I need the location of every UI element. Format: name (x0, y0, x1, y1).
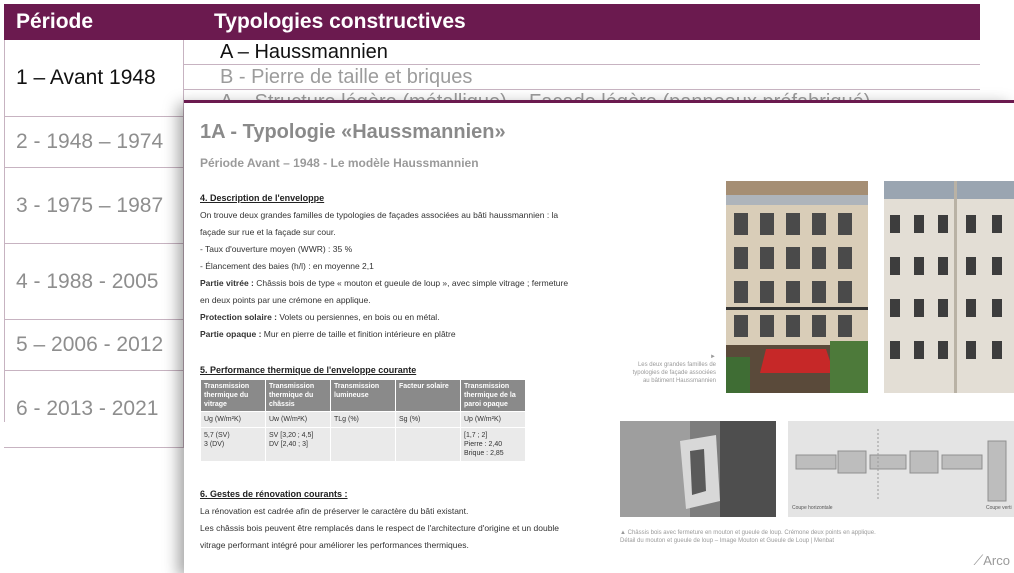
section-heading: 5. Performance thermique de l'enveloppe courante (200, 365, 417, 375)
paragraph: en deux points par une crémone en applique. (200, 295, 371, 305)
period-cell: 5 – 2006 - 2012 (4, 320, 184, 370)
table-cell: Sg (%) (396, 412, 461, 428)
sheet-title: 1A - Typologie «Haussmannien» (200, 121, 506, 143)
type-item: A – Haussmannien (184, 40, 980, 65)
period-cell: 2 - 1948 – 1974 (4, 117, 184, 167)
table-header (4, 4, 980, 40)
window-detail-photo (620, 421, 776, 517)
brand-logo: ⟋Arco (973, 552, 1010, 568)
table-cell: TLg (%) (331, 412, 396, 428)
sheet-subtitle: Période Avant – 1948 - Le modèle Haussmannien (200, 156, 479, 170)
bullet-item: - Élancement des baies (h/l) : en moyenne 2,1 (200, 261, 374, 271)
table-cell: SV [3,20 ; 4,5] DV [2,40 ; 3] (266, 428, 331, 462)
section-diagram (788, 421, 1014, 517)
header-period: Période (16, 10, 94, 33)
paragraph: Partie opaque : Mur en pierre de taille et finition intérieure en plâtre (200, 329, 456, 339)
paragraph: vitrage performant intégré pour améliorer les performances thermiques. (200, 540, 469, 550)
performance-table (200, 379, 526, 462)
logo-icon: ⟋ (973, 552, 984, 568)
period-cell: 3 - 1975 – 1987 (4, 168, 184, 243)
section-heading: 4. Description de l'enveloppe (200, 193, 325, 203)
table-cell (331, 428, 396, 462)
table-header-cell: Transmission lumineuse (331, 380, 396, 412)
section-heading: 6. Gestes de rénovation courants : (200, 489, 348, 499)
photo-caption: ► Les deux grandes familles de typologies de façade associées au bâtiment Haussmannien (632, 354, 716, 384)
header-typologies: Typologies constructives (214, 10, 466, 33)
table-cell: [1,7 ; 2] Pierre : 2,40 Brique : 2,85 (461, 428, 526, 462)
courtyard-facade-photo (884, 181, 1014, 393)
diagram-label: Coupe horizontale (792, 505, 833, 511)
period-cell: 4 - 1988 - 2005 (4, 244, 184, 319)
street-facade-photo (726, 181, 868, 393)
period-cell: 1 – Avant 1948 (4, 40, 184, 116)
paragraph: façade sur rue et la façade sur cour. (200, 227, 336, 237)
detail-caption: ▲ Châssis bois avec fermeture en mouton et gueule de loup. Crémone deux points en applique. Détail du mouton et gueule de loup – Image Mouton et Gueule de Loup | Menbat (620, 530, 876, 544)
table-cell (396, 428, 461, 462)
paragraph: Les châssis bois peuvent être remplacés dans le respect de l'architecture d'origine et un double (200, 523, 560, 533)
table-cell: 5,7 (SV) 3 (DV) (201, 428, 266, 462)
table-cell: Ug (W/m²K) (201, 412, 266, 428)
table-header-cell: Transmission thermique du châssis (266, 380, 331, 412)
diagram-label: Coupe verti (986, 505, 1012, 511)
table-cell: Uw (W/m²K) (266, 412, 331, 428)
bullet-item: - Taux d'ouverture moyen (WWR) : 35 % (200, 244, 353, 254)
table-cell: Up (W/m²K) (461, 412, 526, 428)
paragraph: Protection solaire : Volets ou persiennes, en bois ou en métal. (200, 312, 440, 322)
renovation-actions (200, 489, 630, 554)
paragraph: Partie vitrée : Châssis bois de type « mouton et gueule de loup », avec simple vitrage ; fermeture (200, 278, 569, 288)
table-header-cell: Transmission thermique du vitrage (201, 380, 266, 412)
thermal-performance (200, 365, 526, 462)
typology-sheet (184, 100, 1014, 573)
type-item: B - Pierre de taille et briques (184, 65, 980, 90)
paragraph: On trouve deux grandes familles de typologies de façades associées au bâti haussmannien : la (200, 210, 559, 220)
envelope-description (200, 193, 620, 343)
table-header-cell: Transmission thermique de la paroi opaque (461, 380, 526, 412)
paragraph: La rénovation est cadrée afin de préserver le caractère du bâti existant. (200, 506, 469, 516)
period-cell: 6 - 2013 - 2021 (4, 371, 184, 447)
table-header-cell: Facteur solaire (396, 380, 461, 412)
